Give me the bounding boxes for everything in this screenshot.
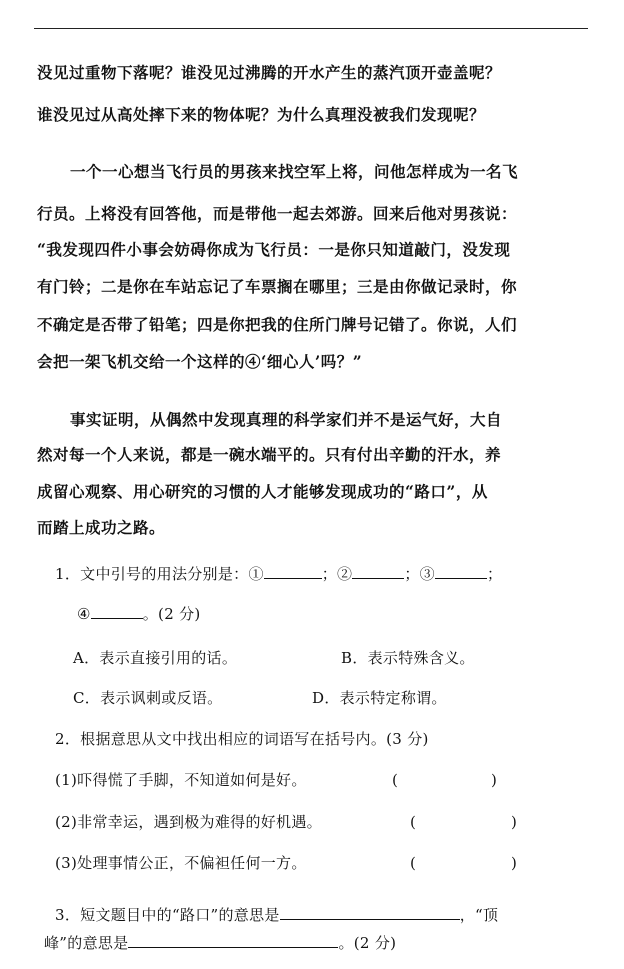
answer-paren-open: (: [392, 771, 399, 789]
q3-score: 。(2 分): [338, 934, 397, 952]
q3-prefix: 3．短文题目中的“路口”的意思是: [55, 906, 280, 924]
q2-item-1: (1)吓得慌了手脚，不知道如何是好。: [55, 771, 307, 789]
passage-line: 一个一心想当飞行员的男孩来找空军上将，问他怎样成为一名飞: [70, 162, 519, 181]
answer-blank-3[interactable]: [435, 578, 487, 579]
answer-blank-1[interactable]: [264, 578, 322, 579]
passage-line: 不确定是否带了铅笔；四是你把我的住所门牌号记错了。你说，人们: [37, 315, 518, 334]
answer-blank-4[interactable]: [91, 618, 143, 619]
q1-separator: ；②: [321, 565, 353, 583]
answer-blank-6[interactable]: [128, 947, 338, 948]
option-a: A．表示直接引用的话。: [73, 649, 238, 667]
q1-line2-prefix: ④: [77, 605, 91, 623]
passage-line: 行员。上将没有回答他，而是带他一起去郊游。回来后他对男孩说：: [37, 204, 518, 223]
answer-blank-2[interactable]: [352, 578, 404, 579]
passage-line: 事实证明，从偶然中发现真理的科学家们并不是运气好，大自: [70, 410, 503, 429]
answer-paren-close: ): [511, 813, 518, 831]
question-3-line-2: [44, 933, 396, 953]
q1-prefix: 1．文中引号的用法分别是：①: [55, 565, 264, 583]
question-1-line-2: [77, 604, 201, 624]
answer-paren-open: (: [410, 854, 417, 872]
question-2-title: 2．根据意思从文中找出相应的词语写在括号内。(3 分): [55, 730, 429, 748]
question-1: [55, 564, 502, 584]
passage-line: 谁没见过从高处摔下来的物体呢？为什么真理没被我们发现呢？: [37, 105, 486, 124]
passage-line: 有门铃；二是你在车站忘记了车票搁在哪里；三是由你做记录时，你: [37, 277, 518, 296]
q1-score: 。(2 分): [142, 605, 201, 623]
answer-paren-close: ): [511, 854, 518, 872]
answer-blank-5[interactable]: [280, 919, 460, 920]
top-rule: [34, 28, 588, 29]
option-c: C．表示讽刺或反语。: [73, 689, 223, 707]
q3-mid: ，“顶: [459, 906, 499, 924]
passage-line: “我发现四件小事会妨碍你成为飞行员：一是你只知道敲门，没发现: [37, 240, 511, 259]
passage-line: 没见过重物下落呢？谁没见过沸腾的开水产生的蒸汽顶开壶盖呢？: [37, 63, 502, 82]
q1-separator: ；③: [404, 565, 435, 583]
q1-separator: ；: [486, 565, 503, 583]
question-3: [55, 905, 498, 925]
q2-item-2: (2)非常幸运，遇到极为难得的好机遇。: [55, 813, 322, 831]
answer-paren-open: (: [410, 813, 417, 831]
option-d: D．表示特定称谓。: [312, 689, 447, 707]
passage-line: 成留心观察、用心研究的习惯的人才能够发现成功的“路口”，从: [37, 482, 488, 501]
option-b: B．表示特殊含义。: [341, 649, 475, 667]
passage-line: 而踏上成功之路。: [37, 518, 166, 537]
q2-item-3: (3)处理事情公正，不偏袒任何一方。: [55, 854, 307, 872]
q3-line2-prefix: 峰”的意思是: [44, 934, 129, 952]
passage-line: 会把一架飞机交给一个这样的④‘细心人’吗？”: [37, 352, 363, 371]
passage-line: 然对每一个人来说，都是一碗水端平的。只有付出辛勤的汗水，养: [37, 445, 502, 464]
answer-paren-close: ): [491, 771, 498, 789]
